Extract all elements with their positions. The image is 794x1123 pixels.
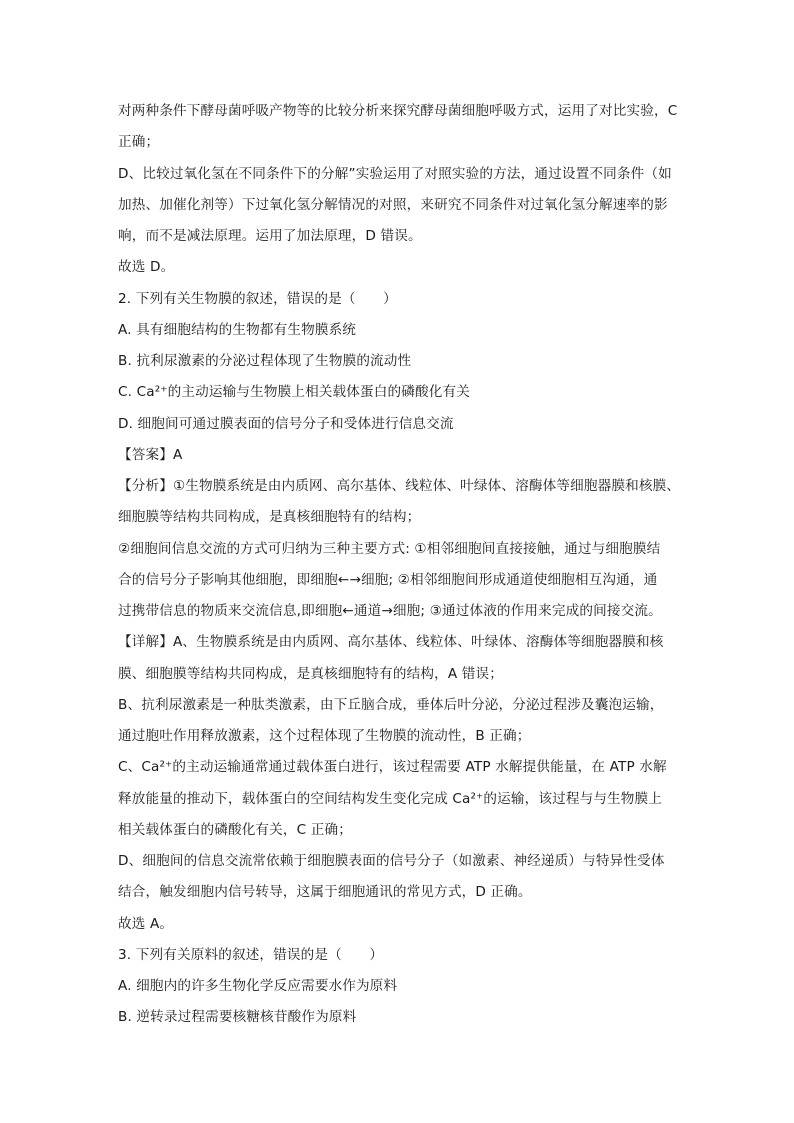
detail-line-7: 相关载体蛋白的磷酸化有关，C 正确；	[118, 822, 353, 838]
question-2-option-a: A. 具有细胞结构的生物都有生物膜系统	[118, 322, 357, 338]
choose-line: 故选 A。	[118, 916, 174, 932]
question-2-option-d: D. 细胞间可通过膜表面的信号分子和受体进行信息交流	[118, 416, 454, 432]
analysis-line-1: 【分析】①生物膜系统是由内质网、高尔基体、线粒体、叶绿体、溶酶体等细胞器膜和核膜、	[118, 478, 681, 494]
text-line-6: 故选 D。	[118, 259, 175, 275]
text-line-5: 响，而不是减法原理。运用了加法原理，D 错误。	[118, 228, 422, 244]
analysis-line-5: 过携带信息的物质来交流信息,即细胞←通道→细胞; ③通过体液的作用来完成的间接交流。	[118, 603, 662, 619]
analysis-line-2: 细胞膜等结构共同构成，是真核细胞特有的结构；	[118, 509, 421, 525]
question-3-option-a: A. 细胞内的许多生物化学反应需要水作为原料	[118, 978, 398, 994]
question-2-option-b: B. 抗利尿激素的分泌过程体现了生物膜的流动性	[118, 353, 412, 369]
question-2-option-c: C. Ca²⁺的主动运输与生物膜上相关载体蛋白的磷酸化有关	[118, 384, 470, 400]
answer-line: 【答案】A	[118, 447, 183, 463]
text-line-1: 对两种条件下酵母菌呼吸产物等的比较分析来探究酵母菌细胞呼吸方式，运用了对比实验，C	[118, 103, 678, 119]
detail-line-3: B、抗利尿激素是一种肽类激素，由下丘脑合成，垂体后叶分泌，分泌过程涉及囊泡运输，	[118, 697, 664, 713]
detail-line-8: D、细胞间的信息交流常依赖于细胞膜表面的信号分子（如激素、神经递质）与特异性受体	[118, 853, 665, 869]
detail-line-1: 【详解】A、生物膜系统是由内质网、高尔基体、线粒体、叶绿体、溶酶体等细胞器膜和核	[118, 634, 664, 650]
text-line-2: 正确；	[118, 134, 160, 150]
analysis-line-4: 合的信号分子影响其他细胞，即细胞←→细胞; ②相邻细胞间形成通道使细胞相互沟通，通	[118, 572, 658, 588]
detail-line-5: C、Ca²⁺的主动运输通常通过载体蛋白进行，该过程需要 ATP 水解提供能量，在 ATP 水解	[118, 759, 667, 775]
detail-line-6: 释放能量的推动下，载体蛋白的空间结构发生变化完成 Ca²⁺的运输，该过程与与生物膜上	[118, 791, 663, 807]
text-line-3: D、比较过氧化氢在不同条件下的分解”实验运用了对照实验的方法，通过设置不同条件（如	[118, 166, 672, 182]
detail-line-4: 通过胞吐作用释放激素，这个过程体现了生物膜的流动性，B 正确；	[118, 728, 531, 744]
detail-line-9: 结合，触发细胞内信号转导，这属于细胞通讯的常见方式，D 正确。	[118, 884, 532, 900]
detail-line-2: 膜、细胞膜等结构共同构成，是真核细胞特有的结构，A 错误；	[118, 666, 503, 682]
analysis-line-3: ②细胞间信息交流的方式可归纳为三种主要方式: ①相邻细胞间直接接触，通过与细胞膜结	[118, 541, 661, 557]
question-3-option-b: B. 逆转录过程需要核糖核苷酸作为原料	[118, 1009, 357, 1025]
question-2-stem: 2. 下列有关生物膜的叙述，错误的是（ ）	[118, 291, 397, 307]
question-3-stem: 3. 下列有关原料的叙述，错误的是（ ）	[118, 947, 384, 963]
text-line-4: 加热、加催化剂等）下过氧化氢分解情况的对照，来研究不同条件对过氧化氢分解速率的影	[118, 197, 668, 213]
